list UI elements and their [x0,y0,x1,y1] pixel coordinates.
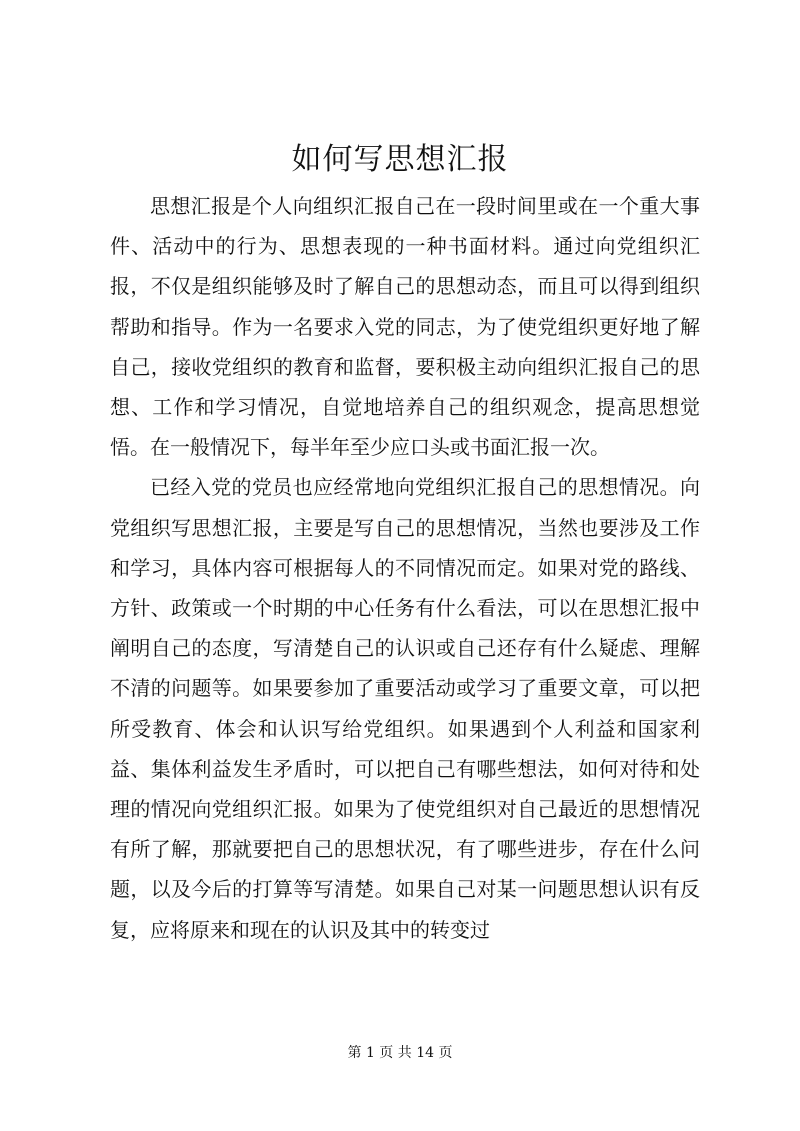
paragraph-2: 已经入党的党员也应经常地向党组织汇报自己的思想情况。向党组织写思想汇报，主要是写自己的思想情况，当然也要涉及工作和学习，具体内容可根据每人的不同情况而定。如果对党的路线、方针、政策或一个时期的中心任务有什么看法，可以在思想汇报中阐明自己的态度，写清楚自己的认识或自己还存有什么疑虑、理解不清的问题等。如果要参加了重要活动或学习了重要文章，可以把所受教育、体会和认识写给党组织。如果遇到个人利益和国家利益、集体利益发生矛盾时，可以把自己有哪些想法，如何对待和处理的情况向党组织汇报。如果为了使党组织对自己最近的思想情况有所了解，那就要把自己的思想状况，有了哪些进步，存在什么问题，以及今后的打算等写清楚。如果自己对某一问题思想认识有反复，应将原来和现在的认识及其中的转变过 [110,475,700,942]
page-footer: 第 1 页 共 14 页 [347,1045,453,1061]
document-body [110,186,700,950]
paragraph-1: 思想汇报是个人向组织汇报自己在一段时间里或在一个重大事件、活动中的行为、思想表现的一种书面材料。通过向党组织汇报，不仅是组织能够及时了解自己的思想动态，而且可以得到组织帮助和指导。作为一名要求入党的同志，为了使党组织更好地了解自己，接收党组织的教育和监督，要积极主动向组织汇报自己的思想、工作和学习情况，自觉地培养自己的组织观念，提高思想觉悟。在一般情况下，每半年至少应口头或书面汇报一次。 [110,194,700,460]
document-title: 如何写思想汇报 [291,142,509,177]
